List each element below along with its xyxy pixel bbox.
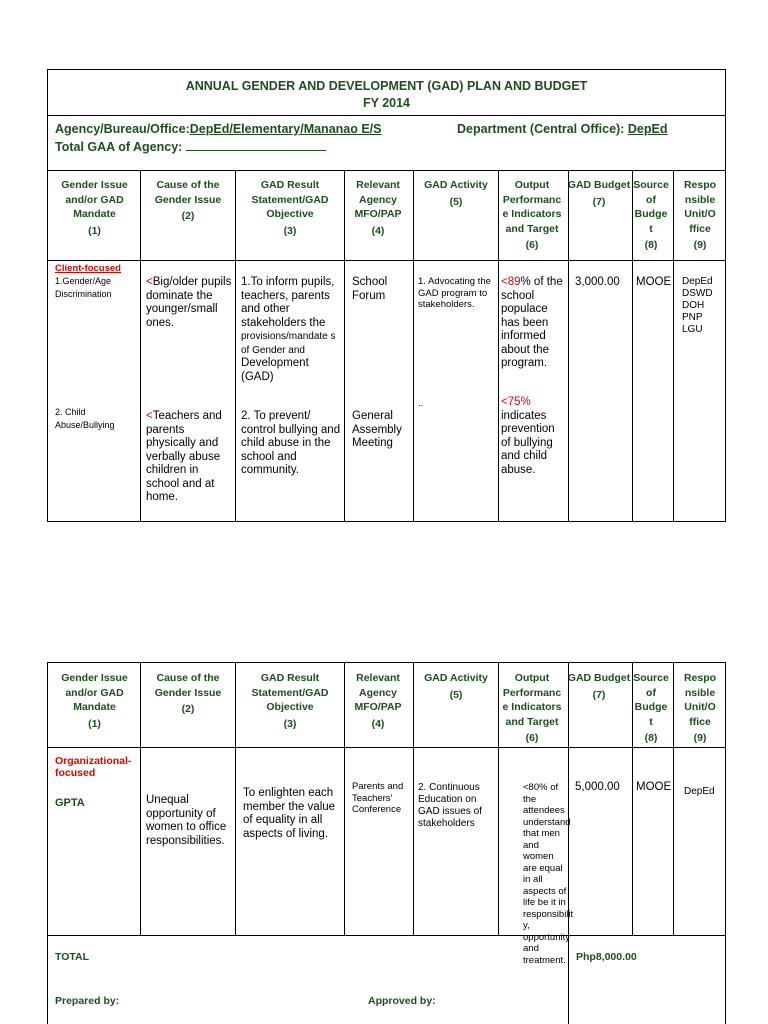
total-gaa-label: Total GAA of Agency: (55, 140, 183, 154)
document-title: ANNUAL GENDER AND DEVELOPMENT (GAD) PLAN AND BUDGET (185, 79, 588, 93)
col-header-5b: GAD Activity (5) (424, 672, 488, 701)
budget-1: 3,000.00 (575, 276, 620, 288)
col-header-6: Output Performanc e Indicators and Target (6) (502, 179, 562, 251)
col-header-8: Source of Budge t (8) (633, 179, 669, 251)
agency-value: DepEd/Elementary/Mananao E/S (189, 122, 382, 136)
col-header-1: Gender Issue and/or GAD Mandate (1) (61, 179, 128, 237)
col-header-6b: Output Performanc e Indicators and Target (6) (502, 672, 562, 744)
department-label: Department (Central Office): (457, 122, 625, 136)
col-header-7b: GAD Budget (7) (567, 672, 631, 701)
gender-issue-1: 1.Gender/Age Discrimination (55, 276, 112, 299)
total-gaa-blank (186, 139, 326, 151)
prepared-by-label: Prepared by: (55, 995, 120, 1007)
output-org: <80% of the attendees understand that men and women are equal in all aspects of life be it in responsibilit y, opportunity and treatment. (523, 782, 574, 966)
gender-issue-2: 2. Child Abuse/Bullying (55, 407, 115, 430)
col-header-4: Relevant Agency MFO/PAP (4) (354, 179, 402, 237)
gad-plan-table-client (47, 69, 726, 522)
gad-plan-table-organizational (47, 662, 726, 1024)
activity-2: .. (418, 398, 424, 409)
result-1: 1.To inform pupils, teachers, parents and other stakeholders the provisions/mandate s of Gender and Development (GAD) (241, 276, 336, 383)
total-label: TOTAL (55, 951, 90, 963)
col-header-1b: Gender Issue and/or GAD Mandate (1) (61, 672, 128, 730)
result-org: To enlighten each member the value of equality in all aspects of living. (243, 787, 336, 840)
mfo-org: Parents and Teachers' Conference (352, 781, 404, 815)
result-2: 2. To prevent/ control bullying and child abuse in the school and community. (241, 410, 341, 476)
agency-label: Agency/Bureau/Office: (55, 122, 190, 136)
col-header-2: Cause of the Gender Issue (2) (154, 179, 222, 222)
activity-org: 2. Continuous Education on GAD issues of stakeholders (418, 782, 482, 829)
source-1: MOOE (636, 276, 672, 288)
activity-1: 1. Advocating the GAD program to stakeholders. (418, 276, 491, 310)
budget-org: 5,000.00 (575, 781, 620, 793)
col-header-4b: Relevant Agency MFO/PAP (4) (354, 672, 402, 730)
department-line (457, 122, 667, 136)
col-header-2b: Cause of the Gender Issue (2) (154, 672, 222, 715)
gender-issue-gpta: GPTA (55, 797, 85, 809)
cause-2: <Teachers and parents physically and verbally abuse children in school and at home. (146, 410, 222, 503)
agency-line (55, 122, 382, 136)
total-gaa-line (55, 139, 326, 154)
col-header-3: GAD Result Statement/GAD Objective (3) (251, 179, 329, 237)
cause-org: Unequal opportunity of women to office responsibilities. (146, 794, 227, 847)
approved-by-label: Approved by: (368, 995, 436, 1007)
focus-label-client: Client-focused (55, 263, 121, 274)
mfo-2: General Assembly Meeting (352, 410, 402, 449)
responsible-1: DepEd DSWD DOH PNP LGU (682, 276, 713, 335)
department-value: DepEd (627, 122, 668, 136)
focus-label-organizational: Organizational-focused (55, 755, 132, 779)
col-header-9: Respo nsible Unit/O ffice (9) (683, 179, 717, 251)
output-2: <75% indicates prevention of bullying and child abuse. (501, 396, 555, 476)
col-header-3b: GAD Result Statement/GAD Objective (3) (251, 672, 329, 730)
mfo-1: School Forum (352, 276, 388, 302)
source-org: MOOE (636, 781, 672, 793)
output-1: <89% of the school populace has been informed about the program. (501, 276, 563, 369)
col-header-9b: Respo nsible Unit/O ffice (9) (683, 672, 717, 744)
col-header-5: GAD Activity (5) (424, 179, 488, 208)
col-header-7: GAD Budget (7) (567, 179, 631, 208)
fiscal-year: FY 2014 (362, 96, 411, 110)
col-header-8b: Source of Budge t (8) (633, 672, 669, 744)
responsible-org: DepEd (684, 786, 715, 797)
total-value: Php8,000.00 (576, 951, 637, 963)
cause-1: <Big/older pupils dominate the younger/small ones. (146, 276, 232, 329)
